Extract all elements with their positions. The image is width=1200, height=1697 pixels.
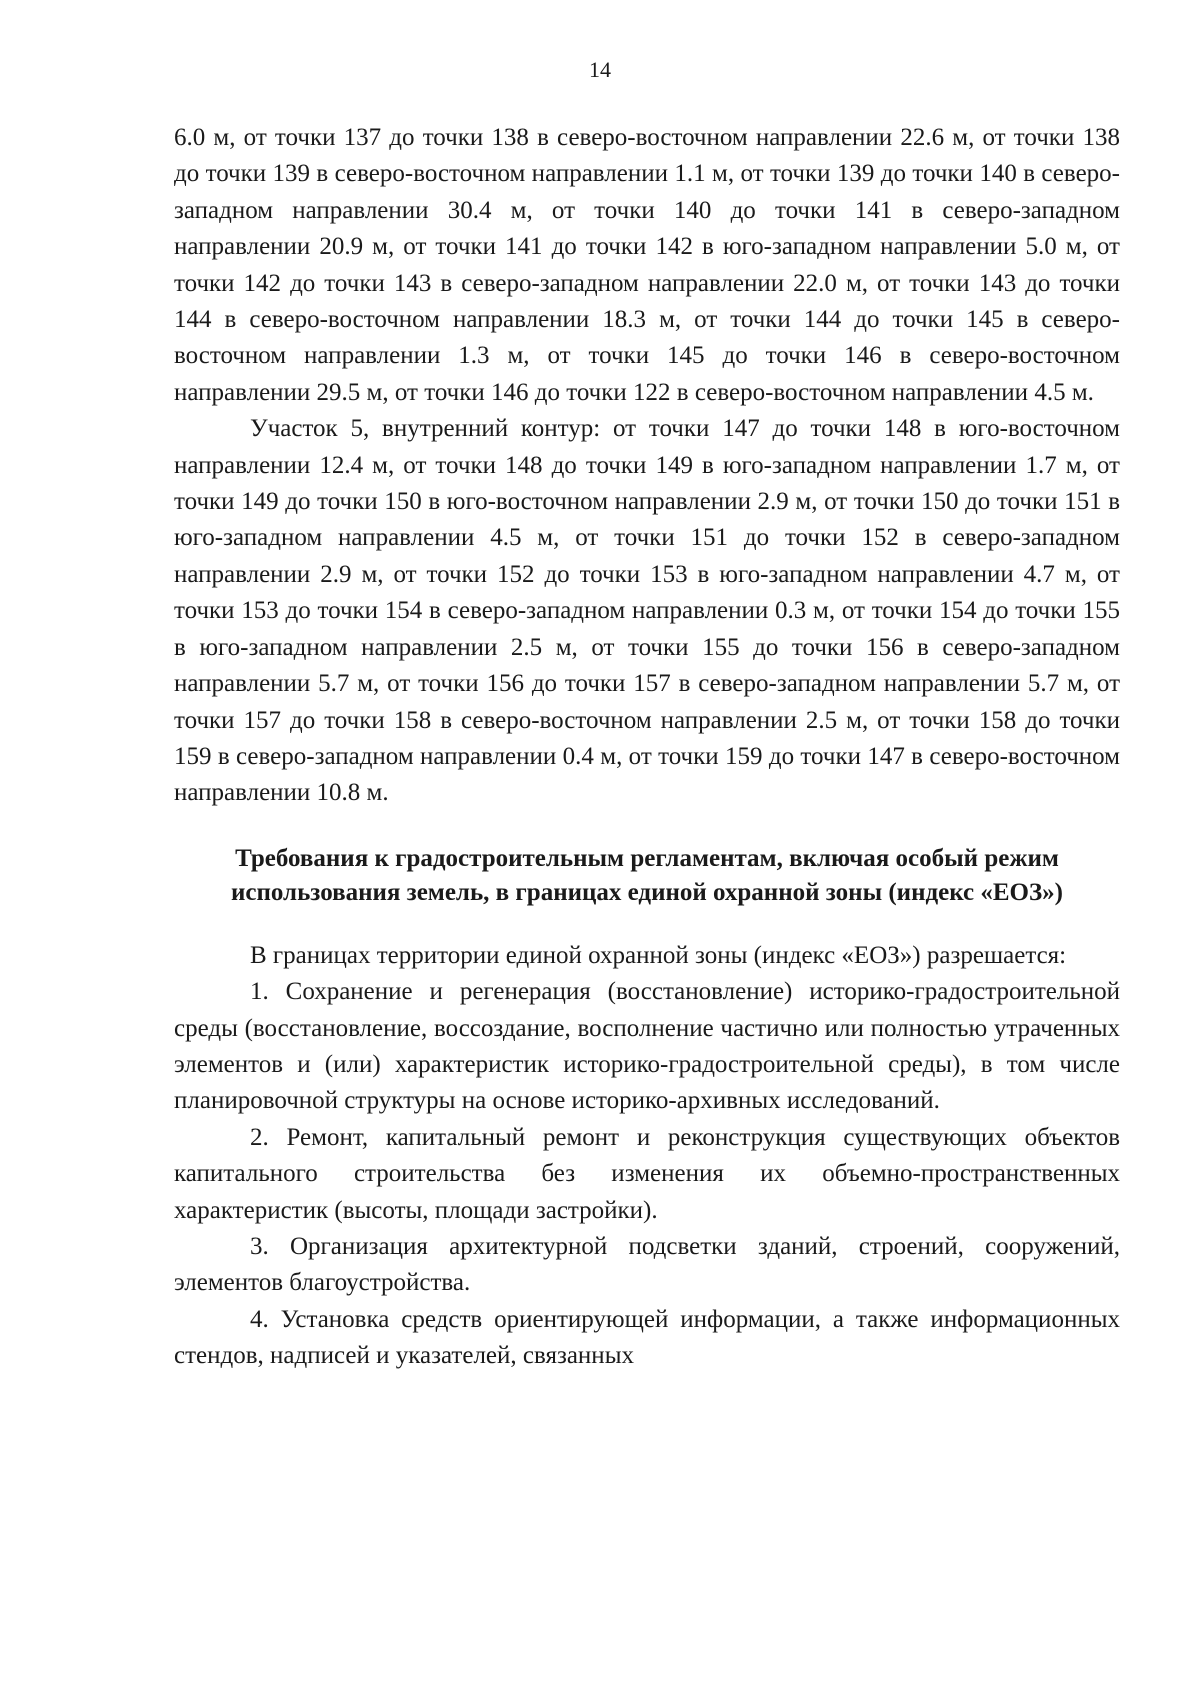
permitted-intro: В границах территории единой охранной зоны (индекс «ЕОЗ») разрешается: <box>250 941 1067 969</box>
paragraph-plot-5-inner-contour: Участок 5, внутренний контур: от точки 147 до точки 148 в юго-восточном направлении 12.4 м, от точки 148 до точки 149 в юго-западном направлении 1.7 м, от точки 149 до точки 150 в юго-восточном направлении 2.9 м, от точки 150 до точки 151 в юго-западном направлении 4.5 м, от точки 151 до точки 152 в северо-западном направлении 2.9 м, от точки 152 до точки 153 в юго-западном направлении 4.7 м, от точки 153 до точки 154 в северо-западном направлении 0.3 м, от точки 154 до точки 155 в юго-западном направлении 2.5 м, от точки 155 до точки 156 в северо-западном направлении 5.7 м, от точки 156 до точки 157 в северо-западном направлении 5.7 м, от точки 157 до точки 158 в северо-восточном направлении 2.5 м, от точки 158 до точки 159 в северо-западном направлении 0.4 м, от точки 159 до точки 147 в северо-восточном направлении 10.8 м. <box>174 415 1120 807</box>
permitted-item-4: 4. Установка средств ориентирующей информации, а также информационных стендов, надписей и указателей, связанных <box>174 1305 1120 1370</box>
section-heading: Требования к градостроительным регламентам, включая особый режим использования земель, в границах единой охранной зоны (индекс «ЕОЗ») <box>230 844 1063 906</box>
permitted-item-3: 3. Организация архитектурной подсветки зданий, строений, сооружений, элементов благоустройства. <box>174 1232 1120 1297</box>
permitted-item-2: 2. Ремонт, капитальный ремонт и реконструкция существующих объектов капитального строительства без изменения их объемно-пространственных характеристик (высоты, площади застройки). <box>174 1123 1120 1224</box>
document-body <box>174 120 1120 1375</box>
permitted-item-1: 1. Сохранение и регенерация (восстановление) историко-градостроительной среды (восстановление, воссоздание, восполнение частично или полностью утраченных элементов и (или) характеристик историко-градостроительной среды), в том числе планировочной структуры на основе историко-архивных исследований. <box>174 978 1120 1115</box>
heading-spacer <box>174 910 1120 938</box>
paragraph-continued-boundary: 6.0 м, от точки 137 до точки 138 в северо-восточном направлении 22.6 м, от точки 138 до точки 139 в северо-восточном направлении 1.1 м, от точки 139 до точки 140 в северо-западном направлении 30.4 м, от точки 140 до точки 141 в северо-западном направлении 20.9 м, от точки 141 до точки 142 в юго-западном направлении 5.0 м, от точки 142 до точки 143 в северо-западном направлении 22.0 м, от точки 143 до точки 144 в северо-восточном направлении 18.3 м, от точки 144 до точки 145 в северо-восточном направлении 1.3 м, от точки 145 до точки 146 в северо-восточном направлении 29.5 м, от точки 146 до точки 122 в северо-восточном направлении 4.5 м. <box>174 124 1120 406</box>
page-number: 14 <box>589 57 611 82</box>
